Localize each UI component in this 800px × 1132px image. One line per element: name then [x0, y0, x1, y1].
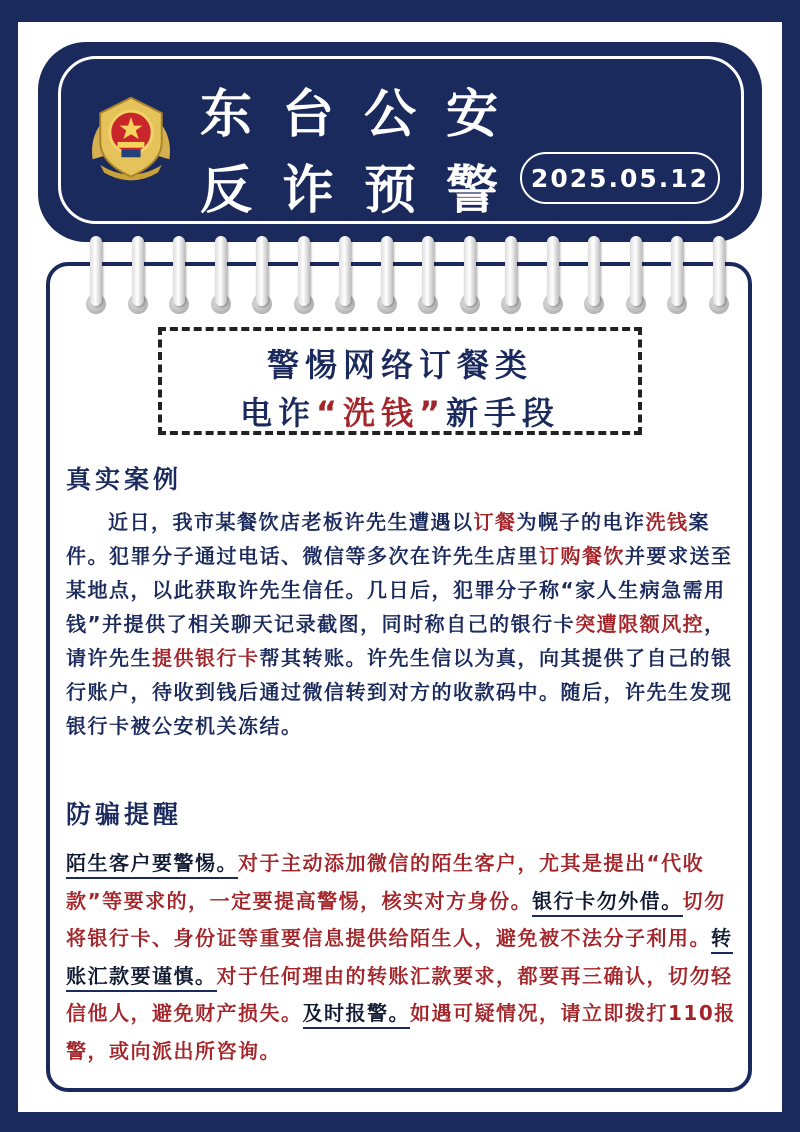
header-title-line1: 东台公安 — [200, 85, 529, 145]
text-segment: 及时报警。 — [303, 1001, 411, 1029]
text-segment: 转账汇款要谨慎。 — [66, 926, 733, 992]
text-segment: 对于主动添加微信的陌生客户，尤其是提出“代收款”等要求的，一定要提高警惕，核实对方身份。 — [66, 851, 705, 913]
text-segment: 洗钱 — [645, 510, 689, 534]
text-segment: 订购餐饮 — [539, 544, 625, 568]
case-section-title: 真实案例 — [66, 465, 183, 494]
text-segment: 近日，我市某餐饮店老板许先生遭遇以 — [108, 510, 474, 534]
binding-ring — [333, 236, 357, 316]
text-segment: 银行卡勿外借。 — [532, 889, 683, 917]
binding-ring — [499, 236, 523, 316]
header-title-line2: 反诈预警 — [200, 161, 529, 221]
binding-ring — [84, 236, 108, 316]
text-segment: 并要求送至某地点，以此获取许先生信任。几日后，犯罪分子称“家人生病急需用钱”并提供了相关聊天记录截图，同时称自己的银行卡 — [66, 544, 733, 636]
binding-ring — [209, 236, 233, 316]
text-segment: 为幌子的电诈 — [516, 510, 646, 534]
text-segment: 切勿将银行卡、身份证等重要信息提供给陌生人，避免被不法分子利用。 — [66, 888, 726, 950]
headline-line1: 警惕网络订餐类 — [266, 346, 533, 384]
binding-ring — [126, 236, 150, 316]
binding-ring — [665, 236, 689, 316]
text-segment: 帮其转账。许先生信以为真，向其提供了自己的银行账户，待收到钱后通过微信转到对方的收款码中。随后，许先生发现银行卡被公安机关冻结。 — [66, 646, 733, 738]
headline-line2-post: 新手段 — [446, 394, 561, 432]
binding-ring — [707, 236, 731, 316]
tips-section-title: 防骗提醒 — [66, 800, 183, 829]
binding-ring — [458, 236, 482, 316]
text-segment: 突遭限额风控 — [575, 612, 705, 636]
text-segment: 订餐 — [473, 510, 517, 534]
police-badge-icon — [82, 92, 180, 188]
text-segment: 提供银行卡 — [152, 646, 260, 670]
headline-highlight: “洗钱” — [315, 394, 447, 432]
text-segment: 案件。犯罪分子通过电话、微信等多次在许先生店里 — [66, 510, 710, 568]
binding-ring — [250, 236, 274, 316]
binding-ring — [624, 236, 648, 316]
headline-line2-pre: 电诈 — [239, 394, 316, 432]
text-segment: 对于任何理由的转账汇款要求，都要再三确认，切勿轻信他人，避免财产损失。 — [66, 963, 733, 1025]
tips-paragraph — [66, 845, 736, 1070]
date-badge: 2025.05.12 — [520, 152, 720, 204]
text-segment: 如遇可疑情况，请立即拨打110报警，或向派出所咨询。 — [66, 1001, 736, 1063]
case-paragraph — [66, 505, 736, 743]
binding-ring — [167, 236, 191, 316]
text-segment: ，请许先生 — [66, 612, 726, 670]
headline-line2 — [158, 388, 642, 434]
binding-ring — [416, 236, 440, 316]
binding-ring — [541, 236, 565, 316]
binding-ring — [292, 236, 316, 316]
binding-ring — [375, 236, 399, 316]
binding-ring — [582, 236, 606, 316]
text-segment: 陌生客户要警惕。 — [66, 851, 238, 879]
